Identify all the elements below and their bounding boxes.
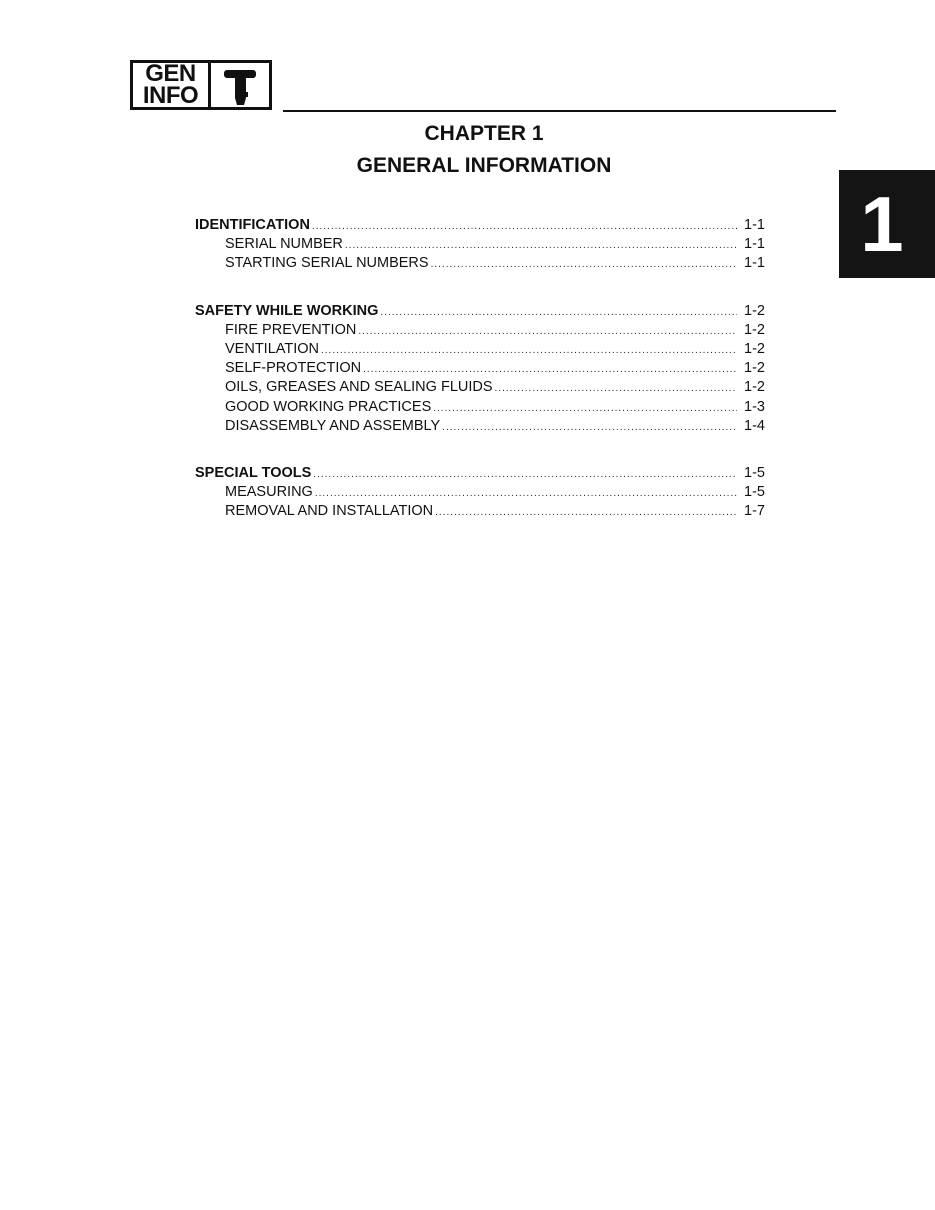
toc-subentry[interactable] xyxy=(195,398,765,417)
toc-section-special-tools xyxy=(195,464,765,522)
toc-subentry-page: 1-2 xyxy=(744,321,765,338)
toc-subentry-label: STARTING SERIAL NUMBERS xyxy=(225,255,429,272)
toc-subentry-label: MEASURING xyxy=(225,484,313,501)
toc-subentry[interactable] xyxy=(195,502,765,521)
table-of-contents xyxy=(195,216,765,549)
toc-subentry-page: 1-4 xyxy=(744,417,765,434)
toc-subentry[interactable] xyxy=(195,235,765,254)
toc-entry[interactable] xyxy=(195,216,765,235)
toc-subentry[interactable] xyxy=(195,321,765,340)
dot-leader xyxy=(380,303,737,322)
toc-subentry-label: FIRE PREVENTION xyxy=(225,321,357,338)
gen-info-logo xyxy=(130,60,272,110)
toc-entry-label: SPECIAL TOOLS xyxy=(195,464,312,481)
toc-entry[interactable] xyxy=(195,302,765,321)
toc-subentry-page: 1-5 xyxy=(744,484,765,501)
chapter-number-tab xyxy=(839,170,935,278)
toc-subentry[interactable] xyxy=(195,359,765,378)
dot-leader xyxy=(358,322,737,341)
header-rule xyxy=(283,110,836,112)
outboard-motor-icon xyxy=(211,63,269,107)
toc-subentry-page: 1-2 xyxy=(744,360,765,377)
chapter-subtitle: GENERAL INFORMATION xyxy=(356,154,612,177)
dot-leader xyxy=(433,399,737,418)
toc-subentry[interactable] xyxy=(195,340,765,359)
toc-subentry[interactable] xyxy=(195,483,765,502)
toc-subentry[interactable] xyxy=(195,417,765,436)
toc-entry[interactable] xyxy=(195,464,765,483)
logo-line-info: INFO xyxy=(142,82,199,109)
toc-entry-label: IDENTIFICATION xyxy=(195,217,310,233)
toc-subentry-label: SERIAL NUMBER xyxy=(225,236,343,253)
toc-section-identification xyxy=(195,216,765,274)
toc-subentry-label: REMOVAL AND INSTALLATION xyxy=(225,503,434,520)
toc-subentry[interactable] xyxy=(195,254,765,273)
dot-leader xyxy=(363,360,737,379)
dot-leader xyxy=(442,418,737,437)
dot-leader xyxy=(312,217,737,236)
toc-subentry[interactable] xyxy=(195,378,765,397)
toc-entry-page: 1-5 xyxy=(744,464,765,481)
toc-subentry-label: VENTILATION xyxy=(225,340,319,357)
toc-subentry-label: GOOD WORKING PRACTICES xyxy=(225,398,432,415)
toc-entry-label: SAFETY WHILE WORKING xyxy=(195,302,379,319)
toc-entry-page: 1-2 xyxy=(744,302,765,319)
toc-subentry-page: 1-2 xyxy=(744,340,765,357)
toc-subentry-page: 1-3 xyxy=(744,398,765,415)
dot-leader xyxy=(435,503,737,522)
toc-entry-page: 1-1 xyxy=(744,217,765,233)
toc-subentry-page: 1-1 xyxy=(744,236,765,253)
dot-leader xyxy=(321,341,737,360)
logo-line-gen: GEN xyxy=(145,60,196,87)
toc-subentry-label: OILS, GREASES AND SEALING FLUIDS xyxy=(225,379,493,396)
toc-subentry-label: SELF-PROTECTION xyxy=(225,360,362,377)
chapter-tab-number: 1 xyxy=(860,180,904,268)
toc-subentry-page: 1-1 xyxy=(744,255,765,272)
dot-leader xyxy=(315,484,737,503)
logo-text xyxy=(133,60,211,109)
dot-leader xyxy=(313,465,737,484)
toc-subentry-page: 1-2 xyxy=(744,379,765,396)
chapter-title: CHAPTER 1 xyxy=(424,122,544,145)
dot-leader xyxy=(431,255,737,274)
toc-section-safety xyxy=(195,302,765,436)
dot-leader xyxy=(495,379,737,398)
dot-leader xyxy=(345,236,737,255)
toc-subentry-page: 1-7 xyxy=(744,503,765,520)
toc-subentry-label: DISASSEMBLY AND ASSEMBLY xyxy=(225,417,441,434)
